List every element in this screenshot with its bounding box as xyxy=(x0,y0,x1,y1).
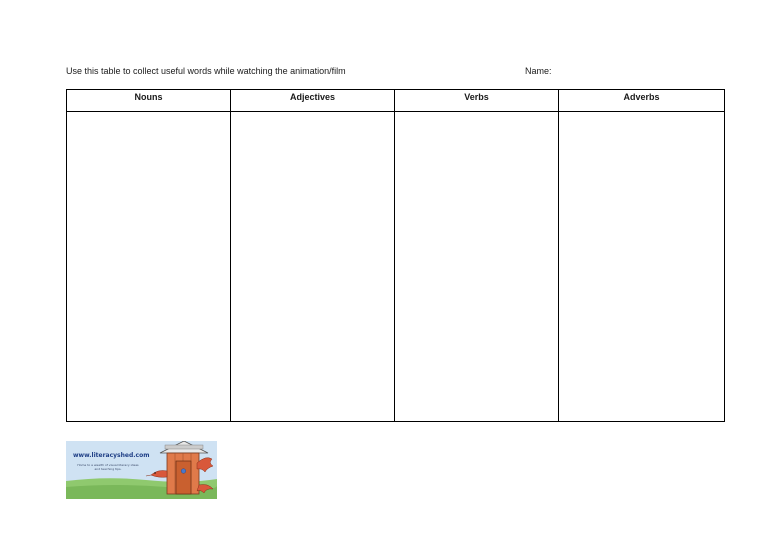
header-adverbs: Adverbs xyxy=(559,90,725,112)
table-header-row xyxy=(67,90,725,112)
logo-tagline-text: Home to a wealth of visual literacy ideas and teaching tips. xyxy=(77,463,139,471)
instruction-text: Use this table to collect useful words while watching the animation/film xyxy=(66,66,346,76)
adverbs-cell[interactable] xyxy=(559,112,725,422)
adjectives-cell[interactable] xyxy=(231,112,395,422)
verbs-cell[interactable] xyxy=(395,112,559,422)
header-adjectives: Adjectives xyxy=(231,90,395,112)
name-label: Name: xyxy=(525,66,552,76)
logo-url-text: www.literacyshed.com xyxy=(73,452,150,459)
header-verbs: Verbs xyxy=(395,90,559,112)
nouns-cell[interactable] xyxy=(67,112,231,422)
header-nouns: Nouns xyxy=(67,90,231,112)
word-collection-table xyxy=(66,89,725,422)
table-row xyxy=(67,112,725,422)
literacy-shed-logo xyxy=(66,441,217,499)
